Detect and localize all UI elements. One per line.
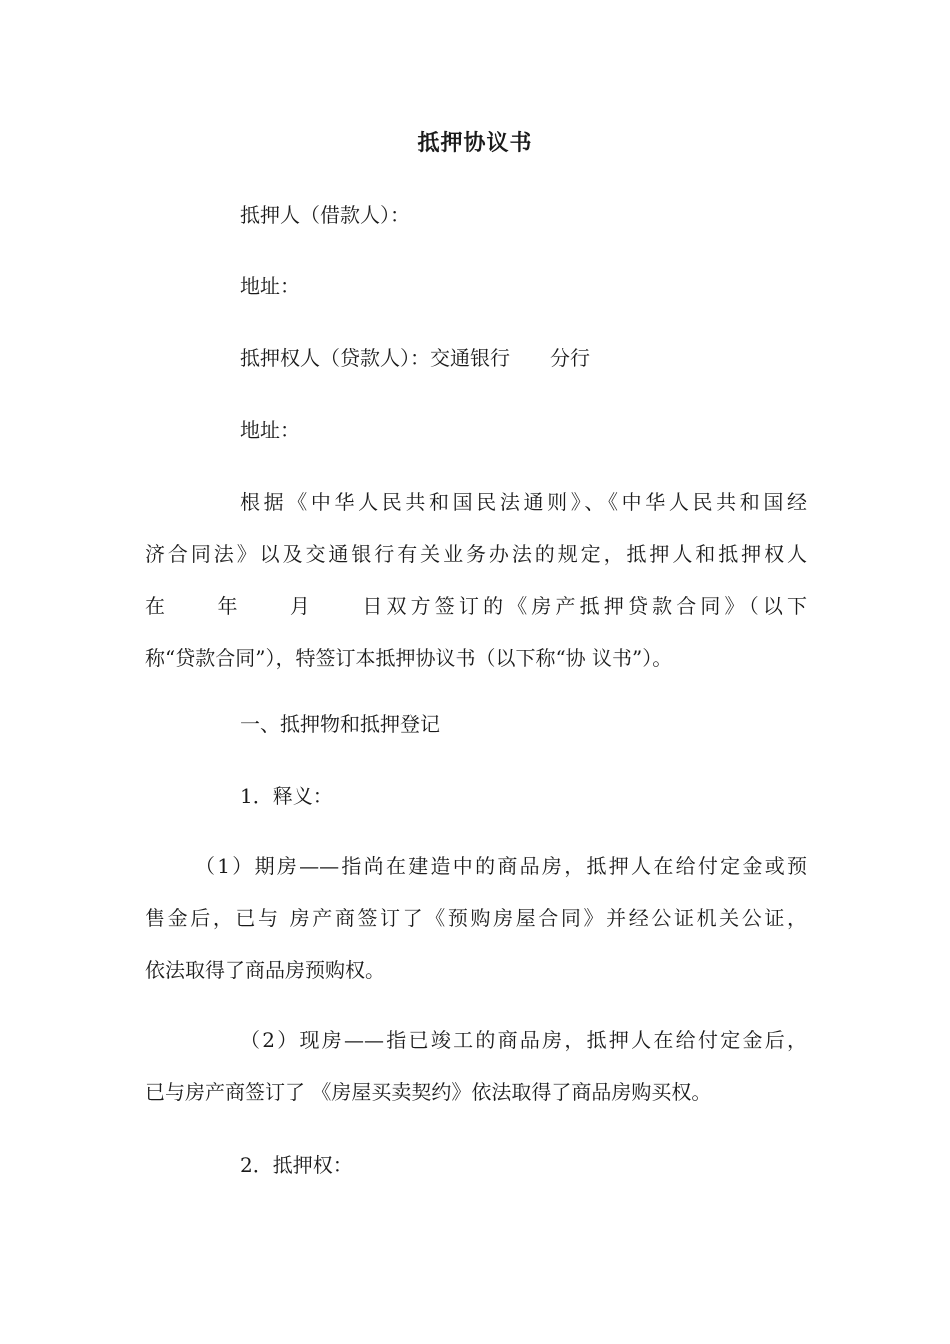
preamble-line: 称“贷款合同”），特签订本抵押协议书（以下称“协 议书”）。 <box>145 646 673 670</box>
preamble-line: 在 年 月 日双方签订的《房产抵押贷款合同》（以下 <box>145 594 807 618</box>
preamble-paragraph <box>145 476 807 684</box>
mortgagee-address-line: 地址： <box>240 418 300 442</box>
clause-1-2-line: 已与房产商签订了 《房屋买卖契约》依法取得了商品房购买权。 <box>145 1080 712 1104</box>
clause-1-2-line: （2）现房——指已竣工的商品房，抵押人在给付定金后， <box>240 1028 807 1052</box>
mortgagee-line: 抵押权人（贷款人）：交通银行 分行 <box>240 346 590 370</box>
clause-1-2-paragraph <box>145 1014 807 1118</box>
mortgagor-line: 抵押人（借款人）： <box>240 203 410 227</box>
clause-1-1-line: 依法取得了商品房预购权。 <box>145 958 385 982</box>
preamble-line: 根据《中华人民共和国民法通则》、《中华人民共和国经 <box>240 490 807 514</box>
clause-1-heading: 1．释义： <box>240 784 333 808</box>
clause-1-1-paragraph <box>145 840 807 996</box>
preamble-line: 济合同法》以及交通银行有关业务办法的规定，抵押人和抵押权人 <box>145 542 807 566</box>
mortgagor-address-line: 地址： <box>240 274 300 298</box>
section-1-heading: 一、抵押物和抵押登记 <box>240 712 440 736</box>
clause-1-1-line: 售金后，已与 房产商签订了《预购房屋合同》并经公证机关公证， <box>145 906 807 930</box>
clause-1-1-line: （1）期房——指尚在建造中的商品房，抵押人在给付定金或预 <box>195 854 807 878</box>
document-title: 抵押协议书 <box>417 131 533 156</box>
clause-2-heading: 2．抵押权： <box>240 1153 353 1177</box>
